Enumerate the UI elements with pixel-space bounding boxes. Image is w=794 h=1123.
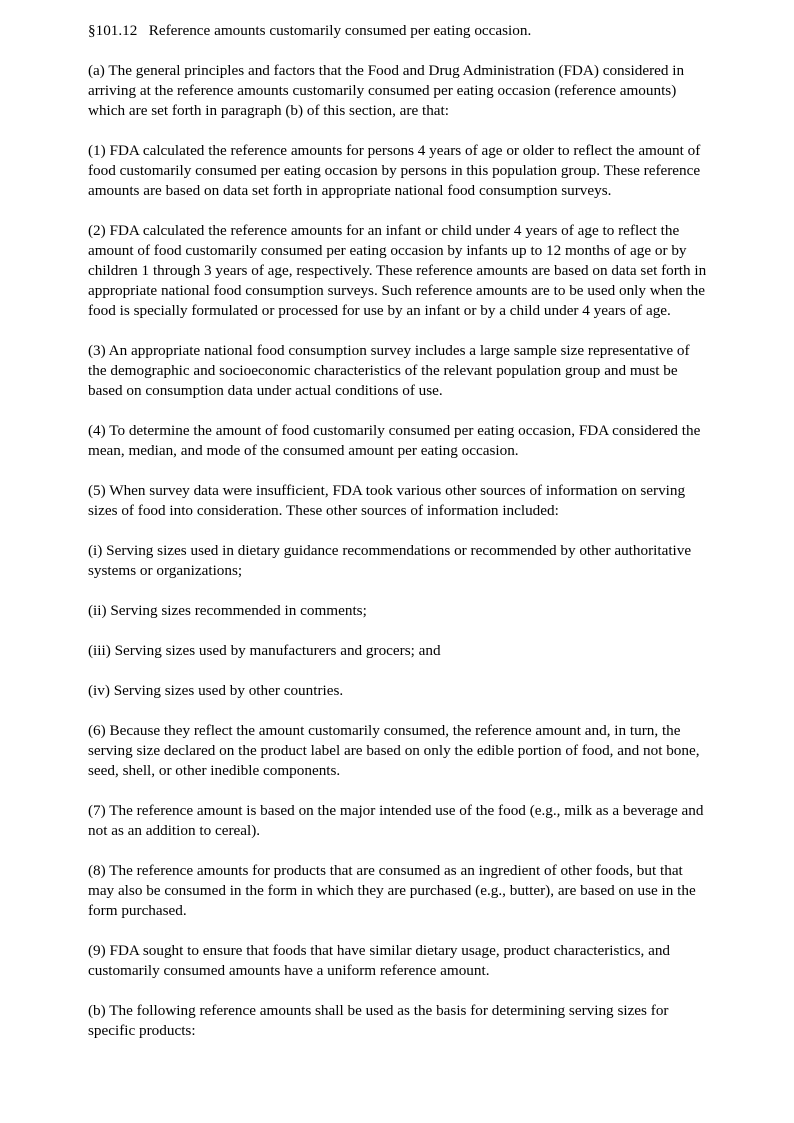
paragraph-a-5-iv: (iv) Serving sizes used by other countries.: [88, 682, 344, 699]
paragraph-a-2: (2) FDA calculated the reference amounts for an infant or child under 4 years of age to reflect the amount of food customarily consumed per eating occasion by infants up to 12 months of age or by children 1 through 3 years of age, respectively. These reference amounts are based on data set forth in appropriate national food consumption surveys. Such reference amounts are to be used only when the food is specially formulated or processed for use by an infant or by a child under 4 years of age.: [88, 222, 707, 319]
section-heading: §101.12 Reference amounts customarily consumed per eating occasion.: [88, 22, 532, 39]
paragraph-a-8: (8) The reference amounts for products that are consumed as an ingredient of other foods, but that may also be consumed in the form in which they are purchased (e.g., butter), are based on use in the form purchased.: [88, 862, 696, 919]
paragraph-a-5-ii: (ii) Serving sizes recommended in comments;: [88, 602, 367, 619]
paragraph-a-5-iii: (iii) Serving sizes used by manufacturers and grocers; and: [88, 642, 441, 659]
paragraph-a: (a) The general principles and factors that the Food and Drug Administration (FDA) considered in arriving at the reference amounts customarily consumed per eating occasion (reference amounts) which are set forth in paragraph (b) of this section, are that:: [88, 62, 685, 119]
paragraph-a-5: (5) When survey data were insufficient, FDA took various other sources of information on serving sizes of food into consideration. These other sources of information included:: [88, 482, 686, 519]
paragraph-a-6: (6) Because they reflect the amount customarily consumed, the reference amount and, in turn, the serving size declared on the product label are based on only the edible portion of food, and not bone, seed, shell, or other inedible components.: [88, 722, 700, 779]
document-page: [88, 21, 708, 1041]
paragraph-a-4: (4) To determine the amount of food customarily consumed per eating occasion, FDA considered the mean, median, and mode of the consumed amount per eating occasion.: [88, 422, 701, 459]
paragraph-a-3: (3) An appropriate national food consumption survey includes a large sample size representative of the demographic and socioeconomic characteristics of the relevant population group and must be based on consumption data under actual conditions of use.: [88, 342, 690, 399]
paragraph-a-5-i: (i) Serving sizes used in dietary guidance recommendations or recommended by other authoritative systems or organizations;: [88, 542, 692, 579]
paragraph-a-9: (9) FDA sought to ensure that foods that have similar dietary usage, product characteristics, and customarily consumed amounts have a uniform reference amount.: [88, 942, 671, 979]
paragraph-a-7: (7) The reference amount is based on the major intended use of the food (e.g., milk as a beverage and not as an addition to cereal).: [88, 802, 704, 839]
paragraph-b: (b) The following reference amounts shall be used as the basis for determining serving sizes for specific products:: [88, 1002, 669, 1039]
paragraph-a-1: (1) FDA calculated the reference amounts for persons 4 years of age or older to reflect the amount of food customarily consumed per eating occasion by persons in this population group. These reference amounts are based on data set forth in appropriate national food consumption surveys.: [88, 142, 701, 199]
